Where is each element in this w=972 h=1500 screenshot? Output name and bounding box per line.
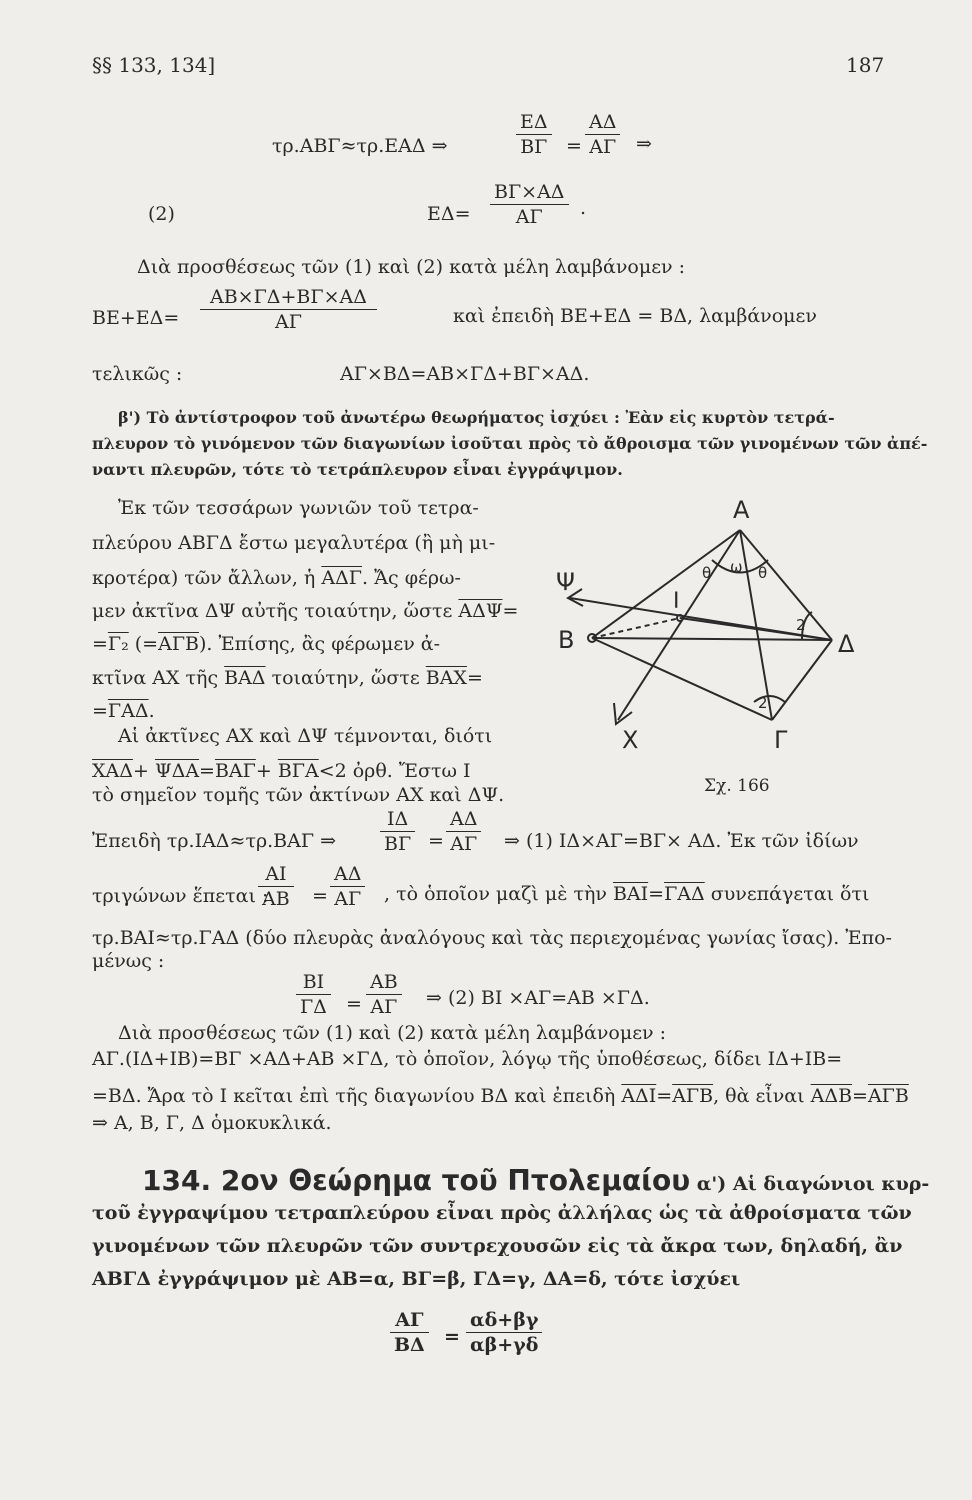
label-two-1: 2 — [796, 616, 806, 634]
eq1-f2-den: ΑΓ — [589, 136, 617, 158]
angle-agb: $\overline{A\Gamma B}$ — [158, 633, 199, 655]
proof-l6a: κτῖνα ΑΧ τῆς — [92, 667, 225, 689]
theorem-f2-den: αβ+γδ — [470, 1334, 539, 1356]
angle-psida: $\overline{\Psi\Delta A}$ — [154, 760, 200, 782]
row1-f2-den: ΑΓ — [450, 833, 478, 855]
section-reference: §§ 133, 134] — [92, 53, 216, 77]
proof-l5c: ). Ἐπίσης, ἂς φέρωμεν ἀ- — [198, 633, 441, 655]
row1-fraction-2 — [446, 807, 481, 856]
proof-line-5 — [92, 633, 440, 655]
angle-bag: $\overline{BA\Gamma}$ — [214, 760, 256, 782]
eq1-lhs: τρ.ΑΒΓ≈τρ.ΕΑΔ ⇒ — [272, 135, 448, 157]
proof-line-3 — [92, 567, 461, 589]
proof-line-6 — [92, 667, 483, 689]
angle-g2: Γ₂ — [107, 633, 129, 655]
row2-f1-den: ΑΒ — [262, 888, 290, 910]
eq1-f1-den: ΒΓ — [520, 136, 548, 158]
row5-equals: = — [346, 993, 362, 1015]
final-equation: ΑΓ×ΒΔ=ΑΒ×ΓΔ+ΒΓ×ΑΔ. — [340, 363, 590, 385]
label-i: Ι — [673, 589, 680, 614]
eq1-fraction-2 — [585, 110, 620, 159]
theorem-f1-num: ΑΓ — [390, 1308, 429, 1333]
proof-l7b: . — [148, 700, 155, 722]
eq1-fraction-1 — [516, 110, 552, 159]
eq2-end: . — [580, 197, 587, 219]
row3: τρ.ΒΑΙ≈τρ.ΓΑΔ (δύο πλευρὰς ἀναλόγους καὶ τὰς περιεχομένας γωνίας ἴσας). Ἐπο- — [92, 927, 892, 949]
row8-c: , θὰ εἶναι — [713, 1085, 811, 1107]
label-d: Δ — [838, 630, 855, 658]
proof-line-9 — [92, 760, 471, 782]
eq2-den: ΑΓ — [515, 206, 543, 228]
eq1-f1-num: ΕΔ — [516, 110, 552, 135]
row2-b: , τὸ ὁποῖον μαζὶ μὲ τὴν — [384, 883, 613, 905]
theorem-equals: = — [444, 1326, 460, 1348]
proof-l5a: = — [92, 633, 108, 655]
theorem-t1: α') Αἱ διαγώνιοι κυρ- — [690, 1173, 930, 1195]
row6: Διὰ προσθέσεως τῶν (1) καὶ (2) κατὰ μέλη λαμβάνομεν : — [118, 1022, 667, 1044]
angle-adb: $\overline{A\Delta B}$ — [810, 1085, 853, 1107]
eq3-num: ΑΒ×ΓΔ+ΒΓ×ΑΔ — [200, 285, 377, 310]
eq2-num: ΒΓ×ΑΔ — [490, 180, 569, 205]
row2-rest — [384, 883, 869, 905]
label-a: Α — [733, 496, 750, 524]
proof-l9e: <2 ὀρθ. Ἔστω Ι — [318, 760, 471, 782]
row8-d: = — [852, 1085, 868, 1107]
row7: ΑΓ.(ΙΔ+ΙΒ)=ΒΓ ×ΑΔ+ΑΒ ×ΓΔ, τὸ ὁποῖον, λόγῳ τῆς ὑποθέσεως, δίδει ΙΔ+ΙΒ= — [92, 1048, 843, 1070]
proof-line-4 — [92, 600, 518, 622]
page-number: 187 — [846, 53, 885, 77]
beta-line-3: ναντι πλευρῶν, τότε τὸ τετράπλευρον εἶναι ἐγγράψιμον. — [92, 460, 623, 479]
angle-bad: $\overline{BA\Delta}$ — [224, 667, 266, 689]
theorem-line-4: ΑΒΓΔ ἐγγράψιμον μὲ ΑΒ=α, ΒΓ=β, ΓΔ=γ, ΔΑ=δ, τότε ἰσχύει — [92, 1268, 741, 1290]
eq2-lhs: ΕΔ= — [427, 203, 471, 225]
eq1-equals: = — [566, 135, 582, 157]
row8 — [92, 1085, 909, 1107]
line-addition: Διὰ προσθέσεως τῶν (1) καὶ (2) κατὰ μέλη λαμβάνομεν : — [137, 256, 686, 278]
proof-line-1: Ἐκ τῶν τεσσάρων γωνιῶν τοῦ τετρα- — [118, 497, 479, 519]
side-gd — [772, 640, 832, 720]
label-b: Β — [558, 626, 575, 654]
row5-rest: ⇒ (2) ΒΙ ×ΑΓ=ΑΒ ×ΓΔ. — [426, 987, 650, 1009]
proof-l4a: μεν ἀκτῖνα ΔΨ αὐτῆς τοιαύτην, ὥστε — [92, 600, 459, 622]
diagonal-bd — [592, 638, 832, 640]
label-psi: Ψ — [556, 568, 575, 596]
theorem-line-1 — [142, 1164, 929, 1197]
proof-l7a: = — [92, 700, 108, 722]
row2-fraction-2 — [330, 862, 365, 911]
final-label: τελικῶς : — [92, 363, 183, 385]
beta-line-2: πλευρον τὸ γινόμενον τῶν διαγωνίων ἰσοῦται πρὸς τὸ ἄθροισμα τῶν γινομένων τῶν ἀπέ- — [92, 434, 928, 453]
theorem-fraction-2 — [466, 1308, 542, 1357]
eq2-label: (2) — [148, 203, 175, 225]
theorem-f2-num: αδ+βγ — [466, 1308, 542, 1333]
angle-agb-3: $\overline{A\Gamma B}$ — [867, 1085, 909, 1107]
label-x: Χ — [622, 726, 639, 754]
proof-l6b: τοιαύτην, ὥστε — [265, 667, 426, 689]
angle-agb-2: $\overline{A\Gamma B}$ — [672, 1085, 714, 1107]
row1-f2-num: ΑΔ — [446, 807, 481, 832]
angle-gad-2: $\overline{\Gamma A\Delta}$ — [664, 883, 705, 905]
label-g: Γ — [774, 726, 788, 754]
row8-b: = — [656, 1085, 673, 1107]
row2-lead: τριγώνων ἕπεται : — [92, 885, 269, 907]
label-two-2: 2 — [758, 694, 768, 712]
label-omega: ω — [730, 558, 743, 576]
row2-f2-num: ΑΔ — [330, 862, 365, 887]
proof-l3a: κροτέρα) τῶν ἄλλων, ἡ — [92, 567, 322, 589]
row2-fraction-1 — [258, 862, 294, 911]
angle-gad: $\overline{\Gamma A\Delta}$ — [107, 700, 149, 722]
angle-bax: $\overline{BAX}$ — [425, 667, 467, 689]
row1-lead: Ἐπειδὴ τρ.ΙΑΔ≈τρ.ΒΑΓ ⇒ — [92, 830, 336, 852]
angle-bga: $\overline{B\Gamma A}$ — [277, 760, 319, 782]
angle-xad: $\overline{XA\Delta}$ — [92, 760, 133, 782]
diagonal-ag — [740, 530, 772, 720]
angle-adpsi: $\overline{A\Delta\Psi}$ — [458, 600, 503, 622]
row5-f1-den: ΓΔ — [300, 996, 327, 1018]
proof-l9d: + — [255, 760, 278, 782]
proof-l9c: = — [199, 760, 215, 782]
beta-line-1: β') Τὸ ἀντίστροφον τοῦ ἀνωτέρω θεωρήματος ἰσχύει : Ἐὰν εἰς κυρτὸν τετρά- — [118, 408, 835, 427]
row5-f1-num: ΒΙ — [296, 970, 331, 995]
eq1-arrow: ⇒ — [636, 133, 652, 155]
eq3-rest: καὶ ἐπειδὴ ΒΕ+ΕΔ = ΒΔ, λαμβάνομεν — [453, 305, 817, 327]
row2-d: συνεπάγεται ὅτι — [704, 883, 870, 905]
row2-f1-num: ΑΙ — [258, 862, 294, 887]
row1-rest: ⇒ (1) ΙΔ×ΑΓ=ΒΓ× ΑΔ. Ἐκ τῶν ἰδίων — [504, 830, 859, 852]
theorem-fraction-1 — [390, 1308, 429, 1357]
proof-line-2: πλεύρου ΑΒΓΔ ἔστω μεγαλυτέρα (ἢ μὴ μι- — [92, 532, 496, 554]
row1-f1-num: ΙΔ — [380, 807, 415, 832]
eq1-f2-num: ΑΔ — [585, 110, 620, 135]
figure-caption: Σχ. 166 — [704, 776, 770, 796]
row5-fraction-2 — [366, 970, 402, 1019]
proof-line-10: τὸ σημεῖον τομῆς τῶν ἀκτίνων ΑΧ καὶ ΔΨ. — [92, 784, 505, 806]
theorem-f1-den: ΒΔ — [394, 1334, 425, 1356]
theorem-line-3: γινομένων τῶν πλευρῶν τῶν συντρεχουσῶν εἰς τὰ ἄκρα των, δηλαδή, ἂν — [92, 1235, 903, 1257]
proof-l4b: = — [502, 600, 519, 622]
theorem-title: 134. 2ον Θεώρημα τοῦ Πτολεμαίου — [142, 1164, 691, 1197]
proof-line-7 — [92, 700, 155, 722]
row1-f1-den: ΒΓ — [384, 833, 412, 855]
row1-equals: = — [428, 830, 444, 852]
label-theta-1: θ — [702, 564, 712, 582]
row4: μένως : — [92, 950, 165, 972]
row2-f2-den: ΑΓ — [334, 888, 362, 910]
angle-bai: $\overline{BAI}$ — [612, 883, 649, 905]
row2-c: = — [648, 883, 665, 905]
row5-f2-num: ΑΒ — [366, 970, 402, 995]
angle-adg: $\overline{A\Delta\Gamma}$ — [321, 567, 362, 589]
row9: ⇒ Α, Β, Γ, Δ ὁμοκυκλικά. — [92, 1112, 332, 1134]
label-theta-2: θ — [758, 564, 768, 582]
row5-f2-den: ΑΓ — [370, 996, 398, 1018]
eq3-lhs: ΒΕ+ΕΔ= — [92, 307, 180, 329]
row8-a: =ΒΔ. Ἄρα τὸ Ι κεῖται ἐπὶ τῆς διαγωνίου ΒΔ καὶ ἐπειδὴ — [92, 1085, 622, 1107]
proof-line-8: Αἱ ἀκτῖνες ΑΧ καὶ ΔΨ τέμνονται, διότι — [118, 725, 493, 747]
proof-l3b: . Ἄς φέρω- — [362, 567, 461, 589]
side-bg — [592, 638, 772, 720]
eq3-den: ΑΓ — [275, 311, 302, 333]
row1-fraction-1 — [380, 807, 415, 856]
eq2-fraction — [490, 180, 569, 229]
theorem-line-2: τοῦ ἐγγραψίμου τετραπλεύρου εἶναι πρὸς ἀλλήλας ὡς τὰ ἀθροίσματα τῶν — [92, 1202, 912, 1224]
row5-fraction-1 — [296, 970, 331, 1019]
row2-equals: = — [312, 885, 328, 907]
eq3-fraction — [200, 285, 377, 334]
proof-l9b: + — [132, 760, 155, 782]
proof-l6c: = — [466, 667, 483, 689]
proof-l5b: (= — [128, 633, 159, 655]
side-da — [740, 530, 832, 640]
angle-adi: $\overline{A\Delta I}$ — [621, 1085, 657, 1107]
figure-166 — [540, 490, 880, 770]
